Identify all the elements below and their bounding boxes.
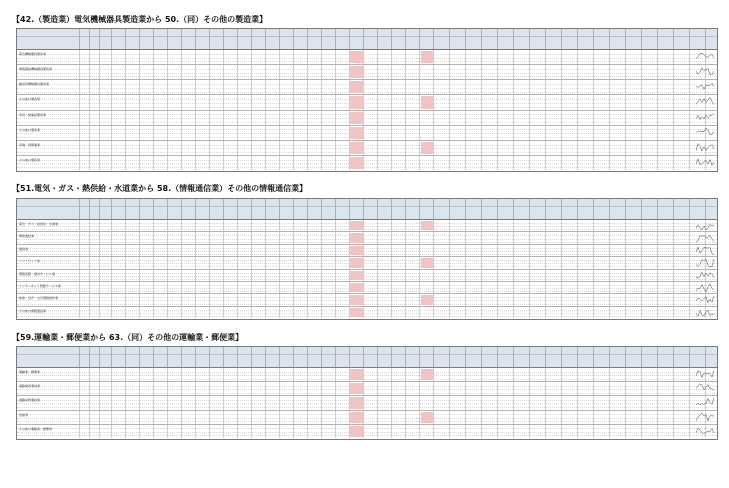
highlight-cell [350, 246, 363, 255]
row-label: 情報処理・提供サービス業 [19, 271, 56, 276]
row-label: 印刷・同関連業 [19, 142, 41, 147]
highlight-cell [421, 295, 434, 304]
table-row [17, 126, 717, 141]
trend-sparkline [696, 246, 714, 256]
table-row [17, 111, 717, 126]
trend-sparkline [696, 221, 714, 231]
highlight-cell [421, 221, 434, 230]
table-row [17, 282, 717, 294]
row-label: 道路旅客運送業 [19, 384, 41, 389]
trend-sparkline [696, 142, 714, 152]
trend-sparkline [696, 295, 714, 305]
trend-sparkline [696, 157, 714, 167]
highlight-cell [350, 66, 363, 78]
trend-sparkline [696, 258, 714, 268]
table-header [17, 29, 717, 50]
highlight-cell [350, 233, 363, 242]
highlight-cell [350, 383, 363, 394]
highlight-cell [421, 96, 434, 108]
row-label: 電気・ガス・熱供給・水道業 [19, 222, 59, 226]
highlight-cell [421, 142, 434, 154]
trend-sparkline [696, 369, 714, 379]
row-label: その他の製造業 [19, 97, 41, 102]
trend-sparkline [696, 66, 714, 76]
highlight-cell [421, 412, 434, 423]
highlight-cell [350, 127, 363, 139]
trend-sparkline [696, 233, 714, 243]
trend-sparkline [696, 397, 714, 407]
row-label: 輸送用機械器具製造業 [19, 82, 50, 87]
table-row [17, 50, 717, 65]
trend-sparkline [696, 283, 714, 293]
highlight-cell [350, 295, 363, 304]
trend-sparkline [696, 308, 714, 318]
row-label: 運輸業、郵便業 [19, 370, 41, 374]
trend-sparkline [696, 51, 714, 61]
trend-sparkline [696, 112, 714, 122]
row-label: 情報通信機械器具製造業 [19, 67, 53, 72]
highlight-cell [350, 369, 363, 380]
highlight-cell [350, 412, 363, 423]
highlight-cell [350, 397, 363, 408]
section-title-1: 【42.（製造業）電気機械器具製造業から 50.（同）その他の製造業】 [12, 15, 268, 24]
row-label: その他の製造業 [19, 157, 41, 162]
row-label: 映像・音声・文字情報制作業 [19, 296, 59, 301]
highlight-cell [350, 157, 363, 169]
table-row [17, 257, 717, 269]
table-row [17, 141, 717, 156]
table-header [17, 199, 717, 220]
row-label: その他の製造業 [19, 127, 41, 132]
row-label: 倉庫業 [19, 412, 29, 417]
table-row [17, 382, 717, 396]
table-row [17, 368, 717, 382]
trend-sparkline [696, 426, 714, 436]
highlight-cell [350, 308, 363, 317]
row-label: ソフトウェア業 [19, 259, 40, 264]
table-row [17, 156, 717, 170]
highlight-cell [421, 51, 434, 63]
table-row [17, 294, 717, 306]
data-table-3 [16, 346, 718, 440]
data-table-2 [16, 198, 718, 320]
table-row [17, 245, 717, 257]
highlight-cell [421, 258, 434, 267]
trend-sparkline [696, 127, 714, 137]
data-table-1 [16, 28, 718, 172]
table-row [17, 95, 717, 110]
highlight-cell [421, 369, 434, 380]
row-label: 家具・装備品製造業 [19, 112, 47, 117]
table-row [17, 232, 717, 244]
table-row [17, 80, 717, 95]
row-label: 電気機械器具製造業 [19, 52, 47, 56]
highlight-cell [350, 271, 363, 280]
table-row [17, 411, 717, 425]
highlight-cell [350, 112, 363, 124]
trend-sparkline [696, 383, 714, 393]
table-header [17, 347, 717, 368]
trend-sparkline [696, 96, 714, 106]
table-row [17, 307, 717, 318]
highlight-cell [350, 142, 363, 154]
highlight-cell [350, 258, 363, 267]
highlight-cell [350, 96, 363, 108]
table-row [17, 396, 717, 410]
table-row [17, 220, 717, 232]
row-label: インターネット附随サービス業 [19, 283, 61, 288]
trend-sparkline [696, 81, 714, 91]
table-row [17, 65, 717, 80]
section-title-2: 【51.電気・ガス・熱供給・水道業から 58.（情報通信業）その他の情報通信業】 [12, 184, 308, 193]
trend-sparkline [696, 271, 714, 281]
row-label: 通信業 [19, 246, 29, 251]
trend-sparkline [696, 412, 714, 422]
highlight-cell [350, 426, 363, 437]
row-label: その他の情報通信業 [19, 308, 47, 313]
row-label: 道路貨物運送業 [19, 398, 41, 403]
row-label: その他の運輸業、郵便業 [19, 426, 53, 431]
row-label: 情報通信業 [19, 234, 35, 239]
table-row [17, 425, 717, 438]
highlight-cell [350, 221, 363, 230]
highlight-cell [350, 51, 363, 63]
section-title-3: 【59.運輸業・郵便業から 63.（同）その他の運輸業・郵便業】 [12, 333, 244, 342]
table-row [17, 270, 717, 282]
highlight-cell [350, 283, 363, 292]
highlight-cell [350, 81, 363, 93]
